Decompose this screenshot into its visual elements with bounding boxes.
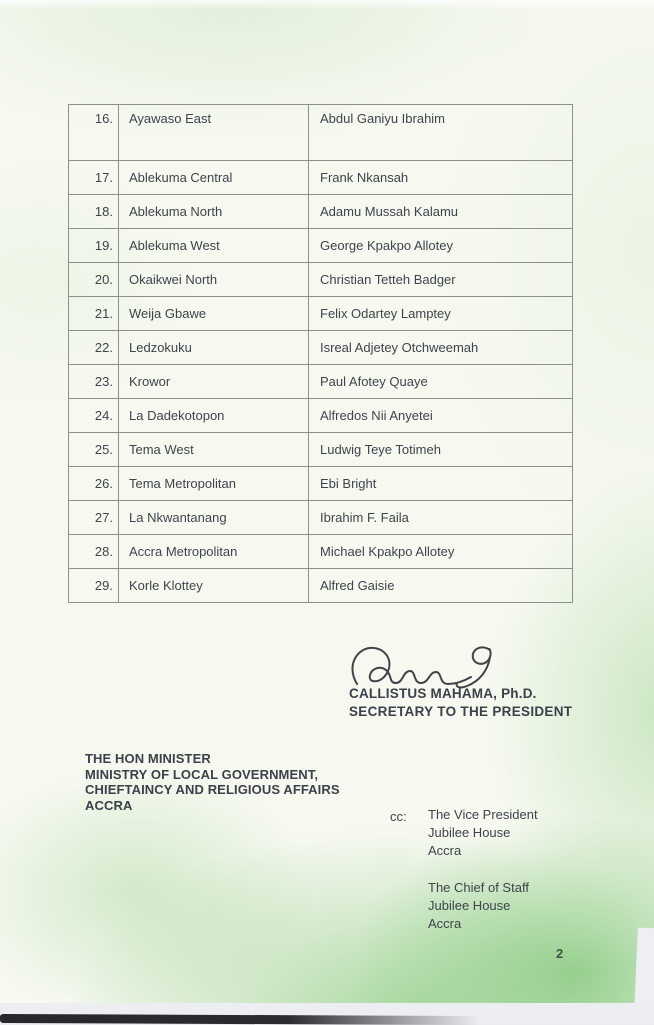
row-number: 26. <box>94 476 113 491</box>
table-row <box>69 433 573 467</box>
district-name: Tema Metropolitan <box>129 476 236 491</box>
district-cell <box>119 229 309 263</box>
district-name: Okaikwei North <box>129 272 218 287</box>
person-name: Ludwig Teye Totimeh <box>320 442 441 457</box>
district-name: Tema West <box>129 442 194 457</box>
row-number-cell <box>69 569 119 603</box>
addressee-line: ACCRA <box>85 797 133 813</box>
person-name: Adamu Mussah Kalamu <box>320 204 459 219</box>
person-cell <box>309 297 573 331</box>
cc-label: cc: <box>390 809 407 824</box>
table-row <box>69 569 573 603</box>
person-cell <box>309 105 573 161</box>
district-name: Weija Gbawe <box>129 306 207 321</box>
row-number: 25. <box>94 442 113 457</box>
page-number: 2 <box>556 946 564 961</box>
row-number: 21. <box>94 306 113 321</box>
addressee-line: THE HON MINISTER <box>85 751 211 766</box>
table-row <box>69 365 573 399</box>
district-name: Ablekuma North <box>129 204 223 219</box>
row-number: 28. <box>94 544 113 559</box>
person-cell <box>309 569 573 603</box>
paper-right-edge <box>634 927 654 1012</box>
person-name: Abdul Ganiyu Ibrahim <box>320 111 446 126</box>
cc-line: Accra <box>428 843 462 858</box>
district-cell <box>119 331 309 365</box>
table-row <box>69 195 573 229</box>
person-name: Frank Nkansah <box>320 170 409 185</box>
district-name: Krowor <box>129 374 171 389</box>
row-number-cell <box>69 297 119 331</box>
signatory-title: SECRETARY TO THE PRESIDENT <box>349 704 573 719</box>
cc-line: The Vice President <box>428 807 538 822</box>
row-number: 19. <box>94 238 113 253</box>
table-row <box>69 263 573 297</box>
person-name: Alfredos Nii Anyetei <box>320 408 433 423</box>
cc-recipients <box>428 806 538 933</box>
person-cell <box>309 535 573 569</box>
district-name: Ablekuma Central <box>129 170 233 185</box>
row-number-cell <box>69 161 119 195</box>
row-number-cell <box>69 195 119 229</box>
row-number: 16. <box>94 111 113 126</box>
person-name: Alfred Gaisie <box>320 578 395 593</box>
district-cell <box>119 433 309 467</box>
table-row <box>69 399 573 433</box>
person-cell <box>309 195 573 229</box>
table-row <box>69 501 573 535</box>
table-row <box>69 297 573 331</box>
row-number-cell <box>69 229 119 263</box>
person-cell <box>309 229 573 263</box>
district-cell <box>119 195 309 229</box>
row-number-cell <box>69 501 119 535</box>
signatory-name: CALLISTUS MAHAMA, Ph.D. <box>349 686 537 701</box>
cc-line: The Chief of Staff <box>428 880 529 895</box>
district-cell <box>119 263 309 297</box>
cc-line: Jubilee House <box>428 825 511 840</box>
table-row <box>69 229 573 263</box>
row-number-cell <box>69 331 119 365</box>
district-name: Ablekuma West <box>129 238 220 253</box>
roster-body <box>69 105 573 603</box>
person-cell <box>309 501 573 535</box>
cc-line: Jubilee House <box>428 898 511 913</box>
person-name: Felix Odartey Lamptey <box>320 306 451 321</box>
person-name: Christian Tetteh Badger <box>320 272 456 287</box>
person-cell <box>309 365 573 399</box>
person-cell <box>309 331 573 365</box>
district-cell <box>119 501 309 535</box>
person-cell <box>309 433 573 467</box>
cc-line: Accra <box>428 916 462 931</box>
row-number: 22. <box>94 340 113 355</box>
district-cell <box>119 105 309 161</box>
district-name: La Dadekotopon <box>129 408 225 423</box>
district-cell <box>119 297 309 331</box>
person-name: Ibrahim F. Faila <box>320 510 409 525</box>
person-name: Paul Afotey Quaye <box>320 374 428 389</box>
row-number-cell <box>69 433 119 467</box>
row-number-cell <box>69 467 119 501</box>
person-cell <box>309 263 573 297</box>
district-name: Accra Metropolitan <box>129 544 238 559</box>
district-cell <box>119 399 309 433</box>
person-cell <box>309 399 573 433</box>
row-number: 29. <box>94 578 113 593</box>
district-cell <box>119 161 309 195</box>
table-row <box>69 535 573 569</box>
person-name: George Kpakpo Allotey <box>320 238 453 253</box>
table-row <box>69 161 573 195</box>
person-name: Ebi Bright <box>320 476 377 491</box>
district-name: Korle Klottey <box>129 578 203 593</box>
person-cell <box>309 467 573 501</box>
district-name: La Nkwantanang <box>129 510 227 525</box>
row-number-cell <box>69 365 119 399</box>
person-cell <box>309 161 573 195</box>
person-name: Isreal Adjetey Otchweemah <box>320 340 479 355</box>
table-row <box>69 467 573 501</box>
district-cell <box>119 535 309 569</box>
cc-recipient <box>428 879 538 933</box>
person-name: Michael Kpakpo Allotey <box>320 544 455 559</box>
addressee-line: MINISTRY OF LOCAL GOVERNMENT, <box>85 766 319 782</box>
row-number: 23. <box>94 374 113 389</box>
district-name: Ayawaso East <box>129 111 212 126</box>
row-number: 18. <box>94 204 113 219</box>
table-row <box>69 331 573 365</box>
district-roster-table <box>68 104 573 603</box>
row-number: 20. <box>94 272 113 287</box>
addressee-block <box>85 751 340 813</box>
row-number-cell <box>69 399 119 433</box>
row-number: 24. <box>94 408 113 423</box>
district-name: Ledzokuku <box>129 340 192 355</box>
addressee-line: CHIEFTAINCY AND RELIGIOUS AFFAIRS <box>85 782 340 798</box>
row-number-cell <box>69 263 119 297</box>
row-number: 17. <box>94 170 113 185</box>
cc-recipient <box>428 806 538 860</box>
table-row <box>69 105 573 161</box>
district-cell <box>119 467 309 501</box>
district-cell <box>119 569 309 603</box>
row-number-cell <box>69 535 119 569</box>
district-cell <box>119 365 309 399</box>
row-number-cell <box>69 105 119 161</box>
row-number: 27. <box>94 510 113 525</box>
